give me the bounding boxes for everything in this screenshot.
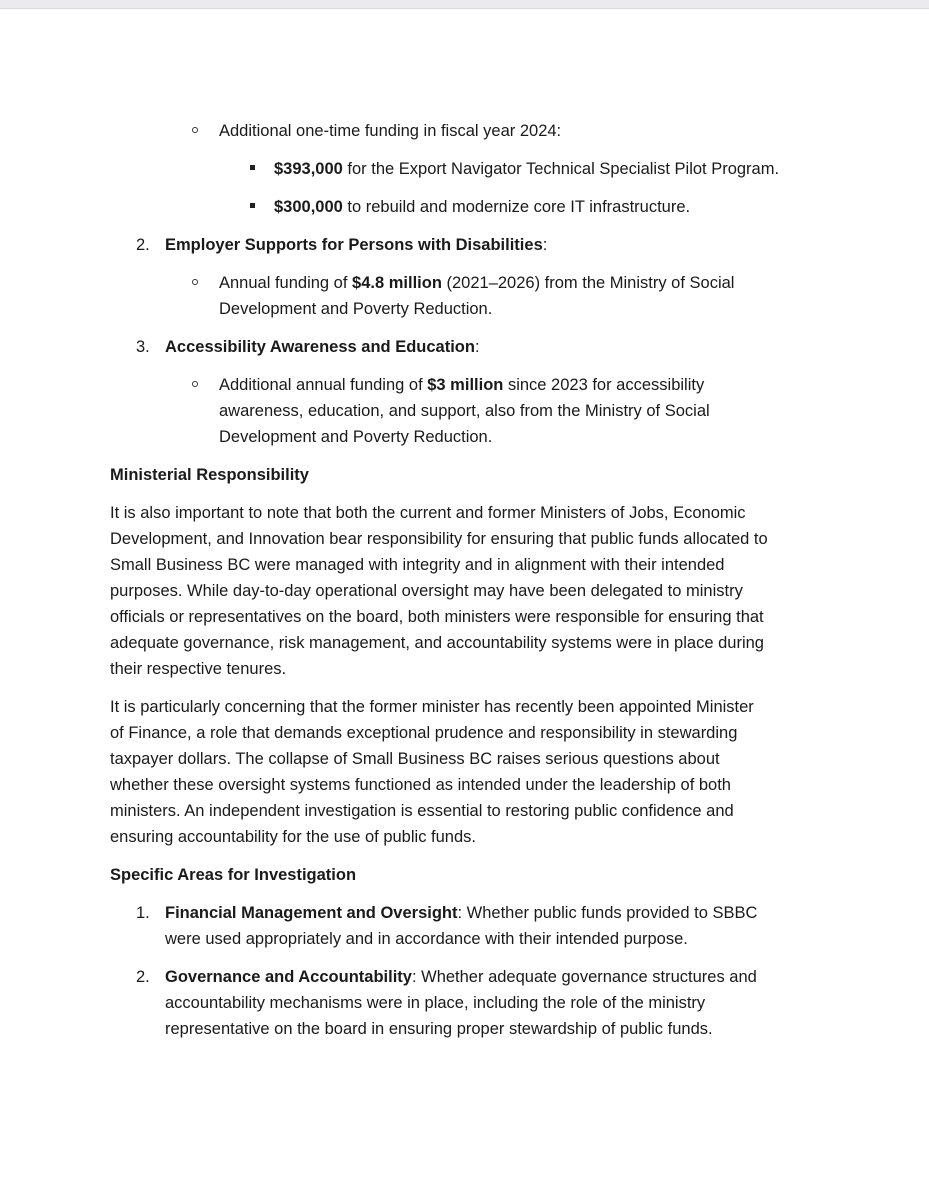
- paragraph-line: It is particularly concerning that the former minister has recently been appointed Minister: [110, 698, 754, 716]
- funding-amount: $3 million: [427, 376, 504, 394]
- circle-bullet-icon: [192, 127, 198, 133]
- list-item: [165, 900, 757, 926]
- paragraph-line: purposes. While day-to-day operational oversight may have been delegated to ministry: [110, 582, 743, 600]
- circle-bullet-icon: [192, 381, 198, 387]
- section-heading: Specific Areas for Investigation: [110, 866, 357, 884]
- list-item-continuation: Development and Poverty Reduction.: [219, 300, 493, 318]
- paragraph-line: officials or representatives on the board, both ministers were responsible for ensuring that: [110, 608, 764, 626]
- paragraph-line: ensuring accountability for the use of public funds.: [110, 828, 476, 846]
- item-title: Financial Management and Oversight: [165, 904, 458, 922]
- paragraph-line: It is also important to note that both the current and former Ministers of Jobs, Economic: [110, 504, 746, 522]
- item-title-suffix: :: [474, 338, 480, 356]
- funding-amount: $300,000: [274, 198, 343, 216]
- funding-text: Annual funding of: [219, 274, 353, 292]
- paragraph-line: adequate governance, risk management, and accountability systems were in place during: [110, 634, 764, 652]
- list-item: [274, 156, 779, 182]
- list-number: 2.: [136, 968, 150, 986]
- list-item-continuation: representative on the board in ensuring proper stewardship of public funds.: [165, 1020, 713, 1038]
- section-heading: Ministerial Responsibility: [110, 466, 309, 484]
- funding-text: since 2023 for accessibility: [503, 376, 705, 394]
- item-title: Employer Supports for Persons with Disabilities: [165, 236, 543, 254]
- list-item-heading: [165, 334, 480, 360]
- paragraph-line: Small Business BC were managed with integrity and in alignment with their intended: [110, 556, 725, 574]
- list-item-continuation: accountability mechanisms were in place, including the role of the ministry: [165, 994, 706, 1012]
- item-title-suffix: :: [542, 236, 548, 254]
- item-title: Accessibility Awareness and Education: [165, 338, 475, 356]
- list-item: [219, 372, 704, 398]
- item-text: : Whether adequate governance structures and: [411, 968, 757, 986]
- window-top-bar: [0, 0, 929, 9]
- list-item-continuation: Development and Poverty Reduction.: [219, 428, 493, 446]
- item-title: Governance and Accountability: [165, 968, 412, 986]
- funding-amount: $393,000: [274, 160, 343, 178]
- list-number: 2.: [136, 236, 150, 254]
- list-item-continuation: were used appropriately and in accordance with their intended purpose.: [165, 930, 688, 948]
- list-item-continuation: awareness, education, and support, also from the Ministry of Social: [219, 402, 710, 420]
- funding-amount: $4.8 million: [352, 274, 442, 292]
- list-item: [274, 194, 690, 220]
- funding-description: to rebuild and modernize core IT infrastructure.: [342, 198, 691, 216]
- paragraph-line: ministers. An independent investigation is essential to restoring public confidence and: [110, 802, 734, 820]
- square-bullet-icon: [250, 203, 255, 208]
- paragraph-line: whether these oversight systems functioned as intended under the leadership of both: [110, 776, 731, 794]
- item-text: : Whether public funds provided to SBBC: [457, 904, 758, 922]
- paragraph-line: taxpayer dollars. The collapse of Small Business BC raises serious questions about: [110, 750, 720, 768]
- list-number: 1.: [136, 904, 150, 922]
- list-number: 3.: [136, 338, 150, 356]
- paragraph-line: their respective tenures.: [110, 660, 287, 678]
- paragraph-line: Development, and Innovation bear responsibility for ensuring that public funds allocated to: [110, 530, 768, 548]
- list-item: [165, 964, 757, 990]
- funding-text: Additional annual funding of: [219, 376, 428, 394]
- square-bullet-icon: [250, 165, 255, 170]
- funding-text: (2021–2026) from the Ministry of Social: [441, 274, 735, 292]
- paragraph-line: of Finance, a role that demands exceptional prudence and responsibility in stewarding: [110, 724, 738, 742]
- list-item-heading: [165, 232, 547, 258]
- list-item-text: Additional one-time funding in fiscal year 2024:: [219, 122, 562, 140]
- funding-description: for the Export Navigator Technical Specialist Pilot Program.: [342, 160, 780, 178]
- list-item: [219, 270, 734, 296]
- circle-bullet-icon: [192, 279, 198, 285]
